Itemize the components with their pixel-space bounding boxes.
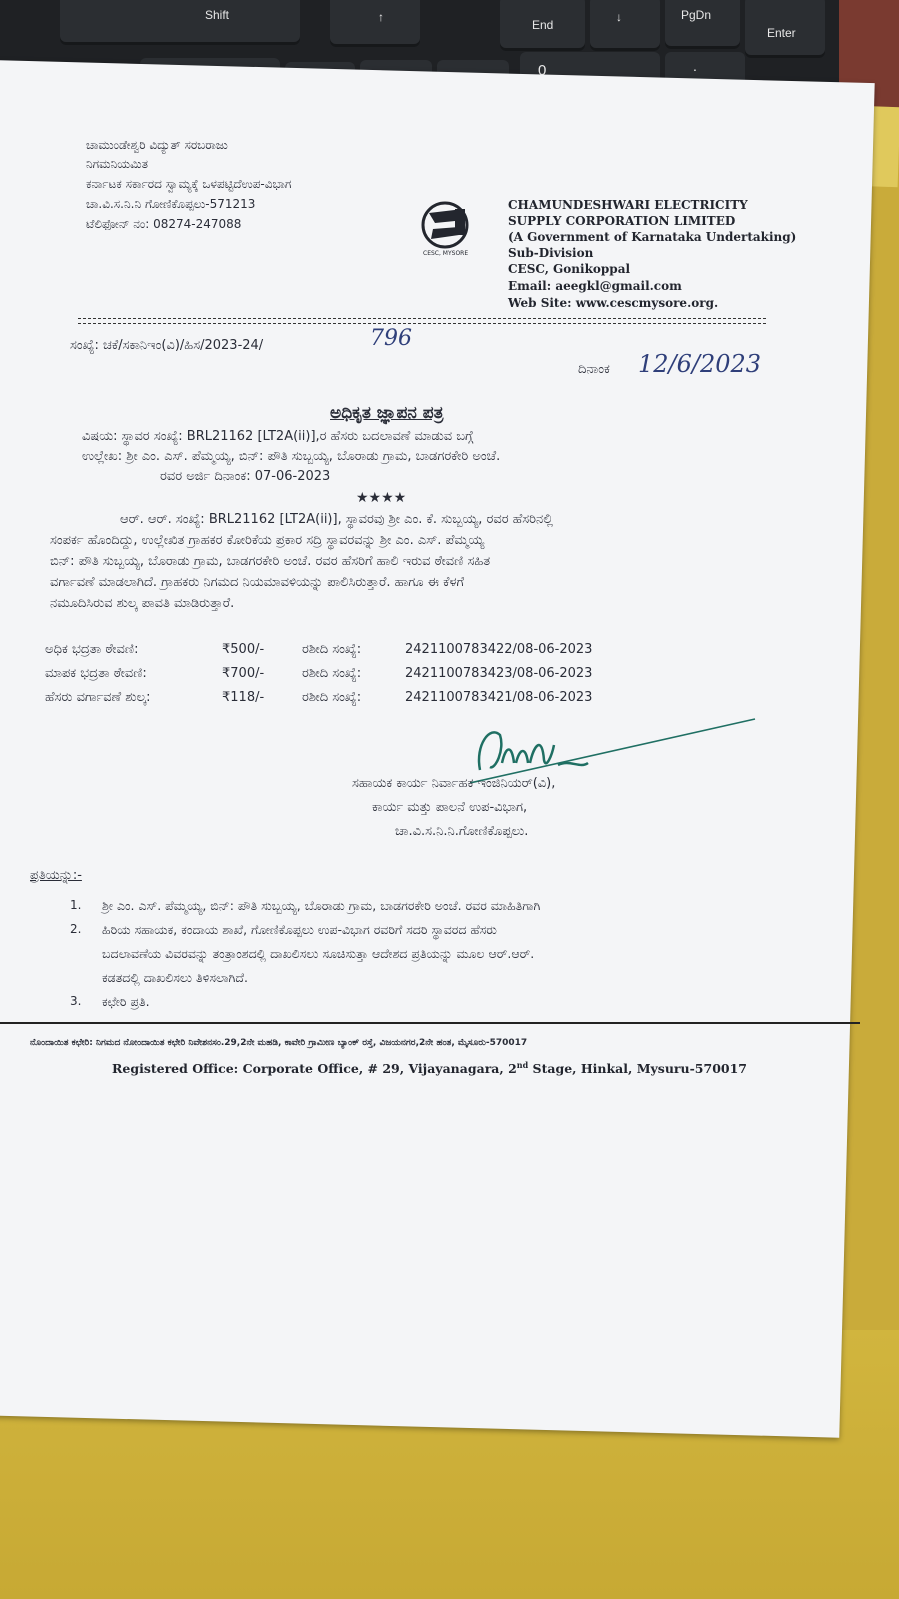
body-line-5: ನಮೂದಿಸಿರುವ ಶುಲ್ಕ ಪಾವತಿ ಮಾಡಿರುತ್ತಾರೆ. xyxy=(50,596,235,611)
signatory-line-3: ಚಾ.ವಿ.ಸ.ನಿ.ನಿ.ಗೋಣಿಕೊಪ್ಪಲು. xyxy=(395,824,529,839)
footer-address-part: Stage, Hinkal, Mysuru-570017 xyxy=(528,1061,747,1077)
body-line-1: ಆರ್. ಆರ್. ಸಂಖ್ಯೆ: BRL21162 [LT2A(ii)], ಸ್ಥಾವರವು ಶ್ರೀ ಎಂ. ಕೆ. ಸುಬ್ಬಯ್ಯ, ರವರ ಹೆಸರಿನಲ್ಲಿ xyxy=(120,512,554,527)
footer-kannada: ನೊಂದಾಯಿತ ಕಛೇರಿ: ನಿಗಮದ ನೋಂದಾಯಿತ ಕಛೇರಿ ನಿವೇಶನಸಂ.29,2ನೇ ಮಹಡಿ, ಕಾವೇರಿ ಗ್ರಾಮೀಣ ಬ್ಯಾಂಕ್ ರಸ್ತೆ, ವಿಜಯನಗರ,2ನೇ ಹಂತ, ಮೈಸೂರು-570017 xyxy=(30,1038,528,1048)
body-line-4: ವರ್ಗಾವಣೆ ಮಾಡಲಾಗಿದೆ. ಗ್ರಾಹಕರು ನಿಗಮದ ನಿಯಮಾವಳಿಯನ್ನು ಪಾಲಿಸಿರುತ್ತಾರೆ. ಹಾಗೂ ಈ ಕೆಳಗೆ xyxy=(50,575,465,590)
body-line-3: ಬಿನ್: ಪೌತಿ ಸುಬ್ಬಯ್ಯ, ಬೊರಾಡು ಗ್ರಾಮ, ಬಾಡಗರಕೇರಿ ಅಂಚೆ. ರವರ ಹೆಸರಿಗೆ ಹಾಲಿ ಇರುವ ಠೇವಣಿ ಸಹಿತ xyxy=(50,554,491,569)
fee-amount: ₹118/- xyxy=(222,690,265,705)
key-label: End xyxy=(532,18,554,32)
fee-receipt: 2421100783422/08-06-2023 xyxy=(405,642,593,657)
reference-number-label: ಸಂಖ್ಯೆ: ಚಕೆ/ಸಕಾನಿಇಂ(ವಿ)/ಹಿಸ/2023-24/ xyxy=(70,338,264,353)
fee-receipt: 2421100783423/08-06-2023 xyxy=(405,666,593,681)
letterhead-right-3: (A Government of Karnataka Undertaking) xyxy=(508,230,797,244)
key-label: Shift xyxy=(205,8,230,22)
fee-receipt: 2421100783421/08-06-2023 xyxy=(405,690,593,705)
date-label: ದಿನಾಂಕ xyxy=(578,362,610,377)
copy-number: 3. xyxy=(69,994,82,1008)
letterhead-right-1: CHAMUNDESHWARI ELECTRICITY xyxy=(508,198,748,212)
letterhead-email: Email: aeegkl@gmail.com xyxy=(508,279,682,293)
memo-title: ಅಧಿಕೃತ ಜ್ಞಾಪನ ಪತ್ರ xyxy=(330,403,444,423)
key-shift[interactable] xyxy=(60,0,300,45)
letterhead-left-4: ಚಾ.ವಿ.ಸ.ನಿ.ನಿ ಗೋಣಿಕೊಪ್ಪಲು-571213 xyxy=(86,197,256,211)
letterhead-website: Web Site: www.cescmysore.org. xyxy=(508,296,719,310)
subject-line: ವಿಷಯ: ಸ್ಥಾವರ ಸಂಖ್ಯೆ: BRL21162 [LT2A(ii)],ರ ಹೆಸರು ಬದಲಾವಣೆ ಮಾಡುವ ಬಗ್ಗೆ xyxy=(82,429,474,444)
copy-item: ಬದಲಾವಣೆಯ ವಿವರವನ್ನು ತಂತ್ರಾಂಶದಲ್ಲಿ ದಾಖಲಿಸಲು ಸೂಚಿಸುತ್ತಾ ಆದೇಶದ ಪ್ರತಿಯನ್ನು ಮೂಲ ಆರ್.ಆರ್. xyxy=(102,946,535,961)
signatory-line-2: ಕಾರ್ಯ ಮತ್ತು ಪಾಲನೆ ಉಪ-ವಿಭಾಗ, xyxy=(372,800,528,815)
copy-number: 2. xyxy=(70,922,82,936)
key-label: 0 xyxy=(538,62,547,79)
key-label: PgDn xyxy=(681,8,712,22)
footer-address-part: Registered Office: Corporate Office, # 29, Vijayanagara, 2 xyxy=(112,1061,517,1077)
signatory-line-1: ಸಹಾಯಕ ಕಾರ್ಯ ನಿರ್ವಾಹಕ ಇಂಜಿನಿಯರ್(ವಿ), xyxy=(352,776,556,791)
copy-item: ಹಿರಿಯ ಸಹಾಯಕ, ಕಂದಾಯ ಶಾಖೆ, ಗೋಣಿಕೊಪ್ಪಲು ಉಪ-ವಿಭಾಗ ರವರಿಗೆ ಸದರಿ ಸ್ಥಾವರದ ಹೆಸರು xyxy=(102,922,497,937)
stars-separator: ★★★★ xyxy=(356,490,407,506)
letter-page xyxy=(0,60,875,1438)
key-label: Enter xyxy=(767,26,796,40)
reference-number-handwritten: 796 xyxy=(370,326,412,351)
signature xyxy=(470,715,760,785)
letterhead-left-2: ನಿಗಮನಿಯಮಿತ xyxy=(86,157,148,171)
copy-item: ಶ್ರೀ ಎಂ. ಎಸ್. ಪೆಮ್ಮಯ್ಯ, ಬಿನ್: ಪೌತಿ ಸುಬ್ಬಯ್ಯ, ಬೊರಾಡು ಗ್ರಾಮ, ಬಾಡಗರಕೇರಿ ಅಂಚೆ. ರವರ ಮಾಹಿತಿಗಾಗಿ xyxy=(102,898,541,913)
fee-receipt-label: ರಶೀದಿ ಸಂಖ್ಯೆ: xyxy=(302,690,362,705)
letterhead-right-4: Sub-Division xyxy=(507,246,594,260)
copy-number: 1. xyxy=(70,898,82,912)
key-end[interactable] xyxy=(500,0,585,51)
reference-line: ಉಲ್ಲೇಖ: ಶ್ರೀ ಎಂ. ಎಸ್. ಪೆಮ್ಮಯ್ಯ, ಬಿನ್: ಪೌತಿ ಸುಬ್ಬಯ್ಯ, ಬೊರಾಡು ಗ್ರಾಮ, ಬಾಡಗರಕೇರಿ ಅಂಚೆ. xyxy=(82,449,501,464)
fee-amount: ₹700/- xyxy=(222,666,265,681)
letterhead-right-2: SUPPLY CORPORATION LIMITED xyxy=(508,214,736,228)
header-divider xyxy=(78,318,766,324)
key-label: ↓ xyxy=(616,10,622,24)
letterhead-left-3: ಕರ್ನಾಟಕ ಸರ್ಕಾರದ ಸ್ವಾಮ್ಯಕ್ಕೆ ಒಳಪಟ್ಟಿದೆಉಪ-ವಿಭಾಗ xyxy=(86,177,292,191)
date-handwritten: 12/6/2023 xyxy=(638,350,762,378)
footer-registered-office xyxy=(112,1060,747,1076)
body-line-2: ಸಂಪರ್ಕ ಹೊಂದಿದ್ದು, ಉಲ್ಲೇಖಿತ ಗ್ರಾಹಕರ ಕೋರಿಕೆಯ ಪ್ರಕಾರ ಸದ್ರಿ ಸ್ಥಾವರವನ್ನು ಶ್ರೀ ಎಂ. ಎಸ್. ಪೆಮ್ಮಯ್ಯ xyxy=(50,533,485,548)
fee-receipt-label: ರಶೀದಿ ಸಂಖ್ಯೆ: xyxy=(302,666,362,681)
copy-item: ಕಛೇರಿ ಪ್ರತಿ. xyxy=(102,994,150,1009)
application-date: ರವರ ಅರ್ಜಿ ದಿನಾಂಕ: 07-06-2023 xyxy=(160,469,331,484)
footer-superscript: nd xyxy=(516,1060,529,1070)
copy-item: ಕಡತದಲ್ಲಿ ದಾಖಲಿಸಲು ತಿಳಿಸಲಾಗಿದೆ. xyxy=(101,970,248,985)
key-down-top[interactable] xyxy=(590,0,660,51)
key-enter[interactable] xyxy=(745,0,825,58)
letterhead-left-1: ಚಾಮುಂಡೇಶ್ವರಿ ವಿದ್ಯುತ್ ಸರಬರಾಜು xyxy=(86,138,228,152)
letterhead-right-5: CESC, Gonikoppal xyxy=(508,262,631,276)
fee-label: ಅಧಿಕ ಭದ್ರತಾ ಠೇವಣಿ: xyxy=(44,642,139,657)
copies-heading: ಪ್ರತಿಯನ್ನು:- xyxy=(30,868,82,883)
footer-divider xyxy=(0,1022,860,1024)
cesc-logo xyxy=(415,195,483,257)
fee-label: ಹೆಸರು ವರ್ಗಾವಣೆ ಶುಲ್ಕ: xyxy=(45,690,151,705)
fee-amount: ₹500/- xyxy=(222,642,265,657)
key-label: ↑ xyxy=(378,10,384,24)
key-label: . xyxy=(693,58,697,74)
key-pgdn[interactable] xyxy=(665,0,740,49)
letterhead-left-5: ಟೆಲಿಫೋನ್ ನಂ: 08274-247088 xyxy=(86,217,242,231)
fee-receipt-label: ರಶೀದಿ ಸಂಖ್ಯೆ: xyxy=(302,642,362,657)
key-up[interactable] xyxy=(330,0,420,47)
fee-label: ಮಾಪಕ ಭದ್ರತಾ ಠೇವಣಿ: xyxy=(45,666,147,681)
logo-caption: CESC, MYSORE xyxy=(423,250,469,257)
